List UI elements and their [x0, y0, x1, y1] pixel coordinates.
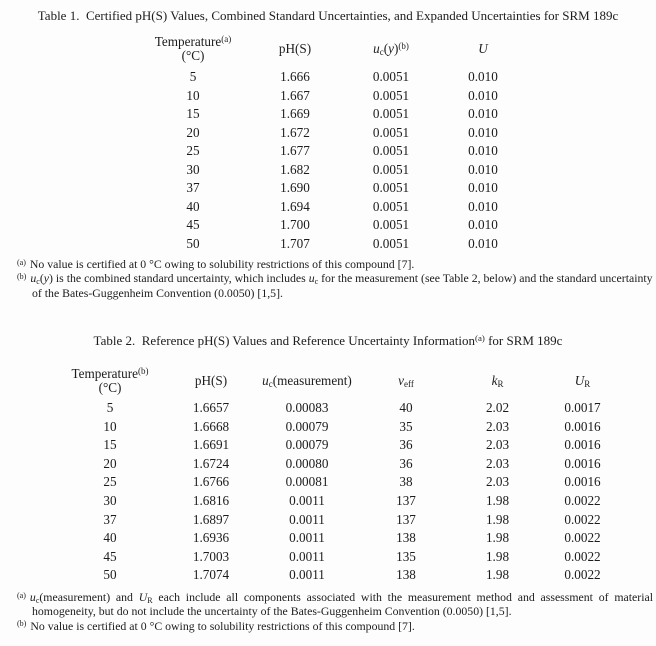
table-cell: 0.0051	[372, 161, 410, 177]
col-header-temperature-line1: Temperature$^{(b)}$	[71, 366, 149, 382]
table-cell: 10	[186, 87, 200, 103]
table-cell: 0.0051	[372, 124, 410, 140]
table-cell: 35	[399, 418, 413, 434]
table-cell: 0.0016	[564, 418, 601, 434]
table-cell: 138	[396, 530, 416, 546]
table-cell: 36	[399, 437, 413, 453]
table-cell: 40	[186, 198, 200, 214]
table-cell: 1.98	[485, 567, 510, 583]
table-cell: 1.6724	[192, 455, 230, 471]
table-row	[55, 529, 625, 548]
table-row	[140, 161, 528, 180]
table-cell: 137	[396, 492, 416, 508]
table-cell: 50	[186, 235, 200, 251]
table2-footnotes	[17, 590, 653, 633]
table-cell: 0.0022	[564, 511, 601, 527]
table-cell: 0.0051	[372, 106, 410, 121]
col-header-measurement-uncertainty: $u_c(measurement)$	[262, 373, 352, 390]
table-cell: 20	[103, 455, 117, 471]
table-cell: 1.690	[280, 180, 310, 195]
col-header-ph: pH(S)	[194, 373, 228, 389]
table2	[55, 363, 625, 585]
table-cell: 15	[186, 106, 200, 121]
table-cell: 5	[189, 69, 197, 84]
table-cell: 25	[186, 143, 200, 158]
footnote-marker: (b)	[17, 271, 27, 281]
table-cell: 1.707	[280, 235, 310, 251]
table1-body	[140, 68, 528, 253]
table-cell: 0.00080	[285, 455, 329, 471]
table-cell: 138	[396, 567, 416, 583]
table-row	[140, 68, 528, 87]
table-cell: 36	[399, 455, 413, 471]
col-header-temperature-unit: (°C)	[98, 380, 122, 395]
table1-footnotes	[17, 257, 653, 300]
footnote: $^{(b)}$ No value is certified at 0 °C owing to solubility restrictions of this compound [7].	[17, 618, 415, 633]
table-cell: 20	[186, 124, 200, 140]
col-header-ph: pH(S)	[278, 40, 312, 56]
table-cell: 5	[106, 400, 114, 415]
table-cell: 37	[186, 180, 200, 195]
table-cell: 0.010	[468, 87, 498, 103]
table-cell: 1.6657	[192, 400, 230, 415]
table2-header-row	[55, 363, 625, 399]
table-cell: 0.0051	[372, 69, 410, 84]
table-row	[140, 87, 528, 106]
table-cell: 10	[103, 418, 117, 434]
table-cell: 38	[399, 474, 413, 490]
table-cell: 0.00079	[285, 418, 329, 434]
table-cell: 1.98	[485, 511, 510, 527]
table-cell: 0.0051	[372, 217, 410, 232]
table-cell: 0.010	[468, 217, 498, 232]
table-cell: 135	[396, 548, 416, 564]
table-row	[140, 179, 528, 198]
table-cell: 50	[103, 567, 117, 583]
table-row	[55, 473, 625, 492]
table-cell: 0.010	[468, 235, 498, 251]
table-row	[55, 492, 625, 511]
table-cell: 0.0022	[564, 567, 601, 583]
table-cell: 1.98	[485, 530, 510, 546]
table-cell: 1.7074	[192, 567, 230, 583]
table-cell: 0.0051	[372, 87, 410, 103]
table-cell: 2.03	[485, 437, 510, 453]
table-cell: 45	[186, 217, 200, 232]
col-header-combined-uncertainty: $u_c(y)^{(b)}$	[373, 40, 409, 57]
table2-body	[55, 399, 625, 585]
table-row	[55, 418, 625, 437]
table-cell: 1.98	[485, 548, 510, 564]
table-row	[55, 455, 625, 474]
table1-header-row	[140, 29, 528, 68]
table-cell: 2.03	[485, 455, 510, 471]
table-cell: 1.6766	[192, 474, 230, 490]
table-cell: 1.6936	[192, 530, 230, 546]
table-row	[55, 548, 625, 567]
table-row	[140, 198, 528, 217]
table-cell: 1.682	[280, 161, 310, 177]
table-cell: 0.0017	[564, 400, 601, 415]
col-header-effective-dof: $v_{eff}$	[398, 373, 414, 390]
table-row	[140, 216, 528, 235]
table-row	[140, 142, 528, 161]
table-cell: 0.00083	[285, 400, 329, 415]
table-row	[55, 436, 625, 455]
col-header-coverage-factor: $k_R$	[491, 373, 504, 390]
table-row	[55, 566, 625, 585]
col-header-temperature-line1: Temperature$^{(a)}$	[154, 33, 232, 49]
table-cell: 0.0051	[372, 180, 410, 195]
table-cell: 0.0016	[564, 474, 601, 490]
table-cell: 0.0051	[372, 235, 410, 251]
col-header-expanded-uncertainty: U	[478, 40, 488, 56]
table-cell: 1.6668	[192, 418, 230, 434]
table-cell: 0.0016	[564, 455, 601, 471]
footnote-marker: (a)	[17, 590, 26, 600]
table1-title: Table 1. Certified pH(S) Values, Combined Standard Uncertainties, and Expanded Uncertainties for SRM 189c	[37, 8, 619, 23]
table-cell: 37	[103, 511, 117, 527]
table-cell: 0.010	[468, 69, 498, 84]
table-cell: 0.010	[468, 143, 498, 158]
table-cell: 0.010	[468, 124, 498, 140]
table-cell: 0.0011	[289, 567, 325, 583]
table-row	[55, 399, 625, 418]
table-cell: 1.6816	[192, 492, 230, 508]
table-cell: 0.0011	[289, 492, 325, 508]
table-cell: 1.6691	[192, 437, 230, 453]
table-row	[140, 235, 528, 254]
table-cell: 0.0022	[564, 492, 601, 508]
table-cell: 0.010	[468, 180, 498, 195]
table-cell: 2.02	[485, 400, 510, 415]
footnote: $^{(b)}$ $u_c(y)$ is the combined standard uncertainty, which includes $u_c$ for the measurement (see Table 2, below) and the standard uncertainty of the Bates-Guggenheim Convention (0.0050) [1,5].	[17, 271, 653, 300]
table-row	[140, 105, 528, 124]
table-cell: 0.010	[468, 106, 498, 121]
table1	[140, 29, 528, 253]
table-cell: 1.700	[280, 217, 310, 232]
table-cell: 25	[103, 474, 117, 490]
col-header-temperature	[140, 29, 246, 68]
table-cell: 45	[103, 548, 117, 564]
col-header-reference-uncertainty: $U_R$	[574, 373, 591, 390]
table-cell: 1.669	[280, 106, 310, 121]
table-cell: 137	[396, 511, 416, 527]
table-cell: 1.694	[280, 198, 310, 214]
table-cell: 40	[399, 400, 413, 415]
table-cell: 1.6897	[192, 511, 230, 527]
table-cell: 0.010	[468, 198, 498, 214]
table-cell: 0.0011	[289, 548, 325, 564]
table-cell: 0.00081	[285, 474, 329, 490]
table-cell: 0.0022	[564, 530, 601, 546]
table-cell: 0.0022	[564, 548, 601, 564]
table-cell: 1.666	[280, 69, 310, 84]
footnote-marker: (b)	[17, 619, 27, 629]
table-cell: 1.98	[485, 492, 510, 508]
table-cell: 0.0016	[564, 437, 601, 453]
table-cell: 1.672	[280, 124, 310, 140]
footnote: $^{(a)}$ $u_c(measurement)$ and $U_R$ each include all components associated with the measurement method and assessment of material homogeneity, but do not include the uncertainty of the Bates-Guggenheim Convention (0.0050) [1,5].	[17, 590, 653, 619]
table-cell: 0.0011	[289, 530, 325, 546]
table-cell: 15	[103, 437, 117, 453]
table-row	[140, 124, 528, 143]
table-cell: 2.03	[485, 474, 510, 490]
table-cell: 0.0051	[372, 143, 410, 158]
table-row	[55, 511, 625, 530]
table-cell: 1.667	[280, 87, 310, 103]
table-cell: 0.0051	[372, 198, 410, 214]
col-header-temperature-unit: (°C)	[181, 47, 205, 63]
table-cell: 30	[103, 492, 117, 508]
table-cell: 0.00079	[285, 437, 329, 453]
table-cell: 0.0011	[289, 511, 325, 527]
table2-title: Table 2. Reference pH(S) Values and Reference Uncertainty Information$^{(a)}$ for SRM 189c	[93, 333, 563, 348]
table-cell: 30	[186, 161, 200, 177]
footnote: $^{(a)}$ No value is certified at 0 °C owing to solubility restrictions of this compound [7].	[17, 257, 415, 271]
col-header-temperature	[55, 363, 165, 399]
footnote-marker: (a)	[17, 257, 26, 267]
table-cell: 0.010	[468, 161, 498, 177]
table-cell: 1.677	[280, 143, 310, 158]
table-cell: 2.03	[485, 418, 510, 434]
table-cell: 1.7003	[192, 548, 230, 564]
table-cell: 40	[103, 530, 117, 546]
